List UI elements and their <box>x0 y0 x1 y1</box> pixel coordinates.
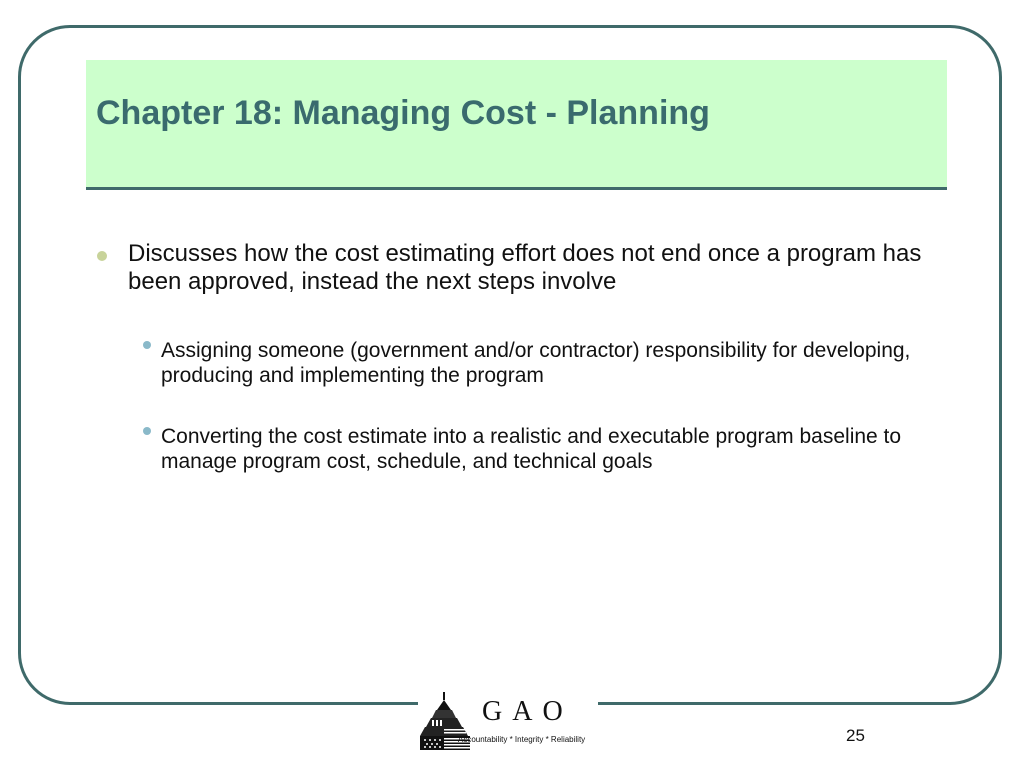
sub-bullet-dot-icon <box>143 341 151 349</box>
sub-bullet-dot-icon <box>143 427 151 435</box>
logo-tagline: Accountability * Integrity * Reliability <box>458 735 586 744</box>
bullet-dot-icon <box>97 251 107 261</box>
bullet-text: Discusses how the cost estimating effort does not end once a program has been approved, instead the next steps involve <box>128 240 922 295</box>
slide-title: Chapter 18: Managing Cost - Planning <box>96 94 710 132</box>
sub-bullet-text: Assigning someone (government and/or contractor) responsibility for developing, producing and implementing the program <box>161 339 911 387</box>
logo-text: GAO <box>482 696 573 727</box>
gao-logo <box>418 690 598 752</box>
sub-bullet-text: Converting the cost estimate into a realistic and executable program baseline to manage program cost, schedule, and technical goals <box>161 425 902 473</box>
page-number: 25 <box>846 726 865 745</box>
